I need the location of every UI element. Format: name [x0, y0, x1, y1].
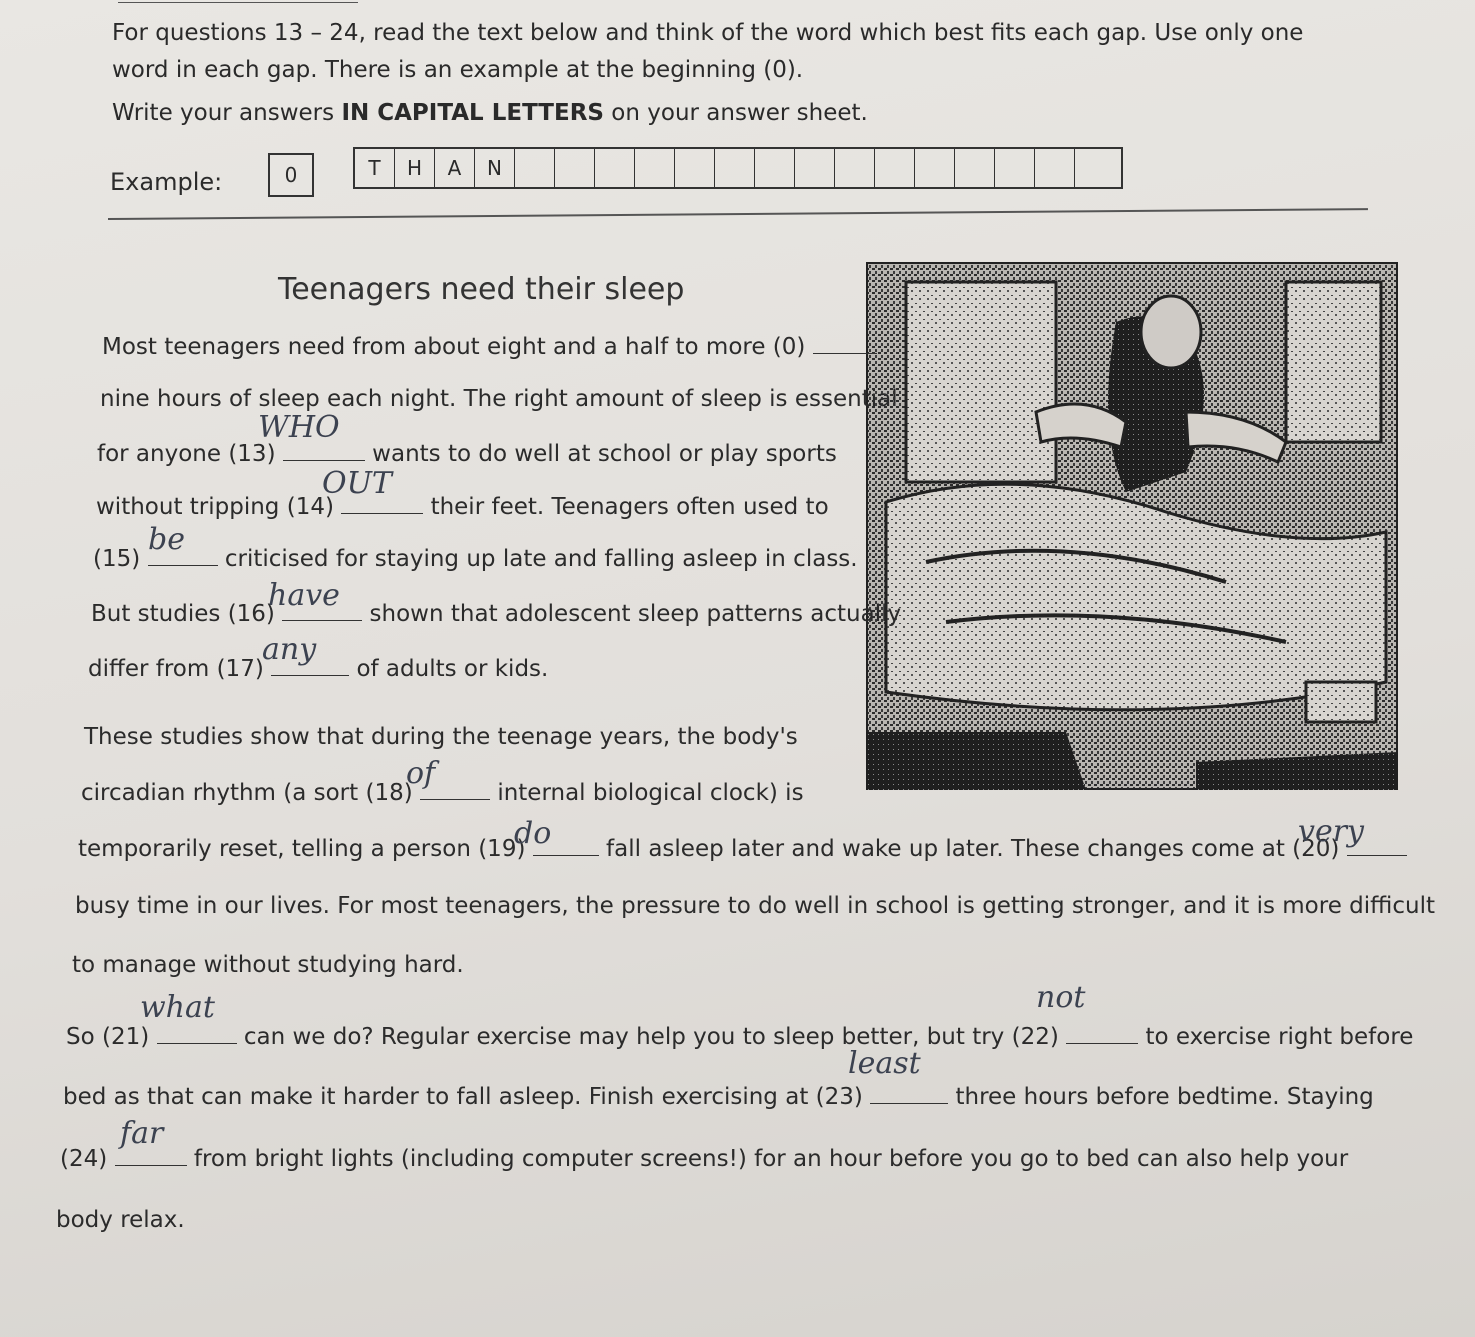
instructions-line-2: word in each gap. There is an example at the beginning (0).: [112, 57, 804, 83]
example-letter-box: N: [475, 149, 515, 187]
article-text: (15): [93, 546, 141, 572]
handwritten-answer-24: far: [120, 1116, 164, 1151]
article-line: to manage without studying hard.: [72, 952, 464, 978]
answer-gap: [813, 335, 877, 354]
section-divider: [108, 208, 1368, 220]
instructions-line-3-suffix: on your answer sheet.: [603, 100, 868, 126]
article-text: internal biological clock) is: [497, 780, 804, 806]
article-line: [102, 334, 877, 360]
empty-letter-box: [995, 149, 1035, 187]
article-text: Most teenagers need from about eight and a half to more (0): [102, 334, 806, 360]
article-line: [81, 780, 804, 806]
article-text: circadian rhythm (a sort (18): [81, 780, 413, 806]
article-line: [66, 1024, 1413, 1050]
example-letter-box: T: [355, 149, 395, 187]
handwritten-answer-14: OUT: [322, 466, 392, 501]
article-text: shown that adolescent sleep patterns actually: [369, 601, 902, 627]
article-text: temporarily reset, telling a person (19): [78, 836, 526, 862]
instructions-capitals: IN CAPITAL LETTERS: [341, 100, 604, 126]
empty-letter-box: [1075, 149, 1121, 187]
empty-letter-box: [595, 149, 635, 187]
article-text: But studies (16): [91, 601, 275, 627]
handwritten-answer-22: not: [1036, 980, 1086, 1015]
empty-letter-box: [675, 149, 715, 187]
example-label: Example:: [110, 168, 223, 196]
article-text: fall asleep later and wake up later. These changes come at (20): [606, 836, 1340, 862]
article-line: [60, 1146, 1348, 1172]
article-title: Teenagers need their sleep: [278, 272, 685, 307]
article-line: body relax.: [56, 1207, 185, 1233]
handwritten-answer-15: be: [148, 522, 185, 557]
article-text: to exercise right before: [1145, 1024, 1414, 1050]
example-answer-boxes: [353, 147, 1123, 189]
handwritten-answer-13: WHO: [258, 410, 340, 445]
handwritten-answer-16: have: [268, 578, 340, 613]
handwritten-answer-23: least: [848, 1046, 921, 1081]
answer-gap: [157, 1025, 237, 1044]
article-line: [78, 836, 1407, 862]
empty-letter-box: [795, 149, 835, 187]
empty-letter-box: [515, 149, 555, 187]
article-line: These studies show that during the teenage years, the body's: [84, 724, 798, 750]
handwritten-answer-17: any: [262, 632, 317, 667]
article-text: (24): [60, 1146, 108, 1172]
handwritten-answer-21: what: [140, 990, 215, 1025]
article-line: nine hours of sleep each night. The right amount of sleep is essential: [100, 386, 898, 412]
article-text: bed as that can make it harder to fall asleep. Finish exercising at (23): [63, 1084, 863, 1110]
instructions-line-3-prefix: Write your answers: [112, 100, 342, 126]
answer-gap: [1066, 1025, 1138, 1044]
handwritten-answer-19: do: [514, 816, 552, 851]
empty-letter-box: [555, 149, 595, 187]
article-line: [88, 656, 548, 682]
handwritten-answer-18: of: [406, 756, 436, 791]
example-number-box: [268, 153, 314, 197]
empty-letter-box: [755, 149, 795, 187]
empty-letter-box: [875, 149, 915, 187]
article-line: [96, 494, 829, 520]
article-text: can we do? Regular exercise may help you to sleep better, but try (22): [243, 1024, 1059, 1050]
article-line: [97, 441, 837, 467]
article-line: busy time in our lives. For most teenagers, the pressure to do well in school is getting stronger, and it is more difficult: [75, 893, 1436, 919]
example-letter-box: A: [435, 149, 475, 187]
example-letter-box: H: [395, 149, 435, 187]
example-number: 0: [284, 163, 298, 187]
article-text: three hours before bedtime. Staying: [955, 1084, 1374, 1110]
article-text: from bright lights (including computer screens!) for an hour before you go to bed can also help your: [193, 1146, 1349, 1172]
empty-letter-box: [715, 149, 755, 187]
article-text: of adults or kids.: [356, 656, 549, 682]
article-text: for anyone (13): [97, 441, 276, 467]
article-text: differ from (17): [88, 656, 264, 682]
empty-letter-box: [1035, 149, 1075, 187]
handwritten-answer-20: very: [1298, 814, 1364, 849]
teenager-sleeping-photo: [866, 262, 1398, 790]
article-line: [63, 1084, 1374, 1110]
empty-letter-box: [955, 149, 995, 187]
answer-gap: [870, 1085, 948, 1104]
article-line: [91, 601, 901, 627]
article-text: criticised for staying up late and falling asleep in class.: [224, 546, 858, 572]
empty-letter-box: [635, 149, 675, 187]
article-text: without tripping (14): [96, 494, 334, 520]
empty-letter-box: [915, 149, 955, 187]
instructions-line-1: For questions 13 – 24, read the text below and think of the word which best fits each gap. Use only one: [112, 20, 1304, 46]
empty-letter-box: [835, 149, 875, 187]
article-text: their feet. Teenagers often used to: [430, 494, 829, 520]
article-text: So (21): [66, 1024, 150, 1050]
article-text: wants to do well at school or play sports: [372, 441, 837, 467]
top-rule: [118, 2, 358, 3]
instructions-line-3: [112, 100, 868, 126]
article-line: [93, 546, 858, 572]
